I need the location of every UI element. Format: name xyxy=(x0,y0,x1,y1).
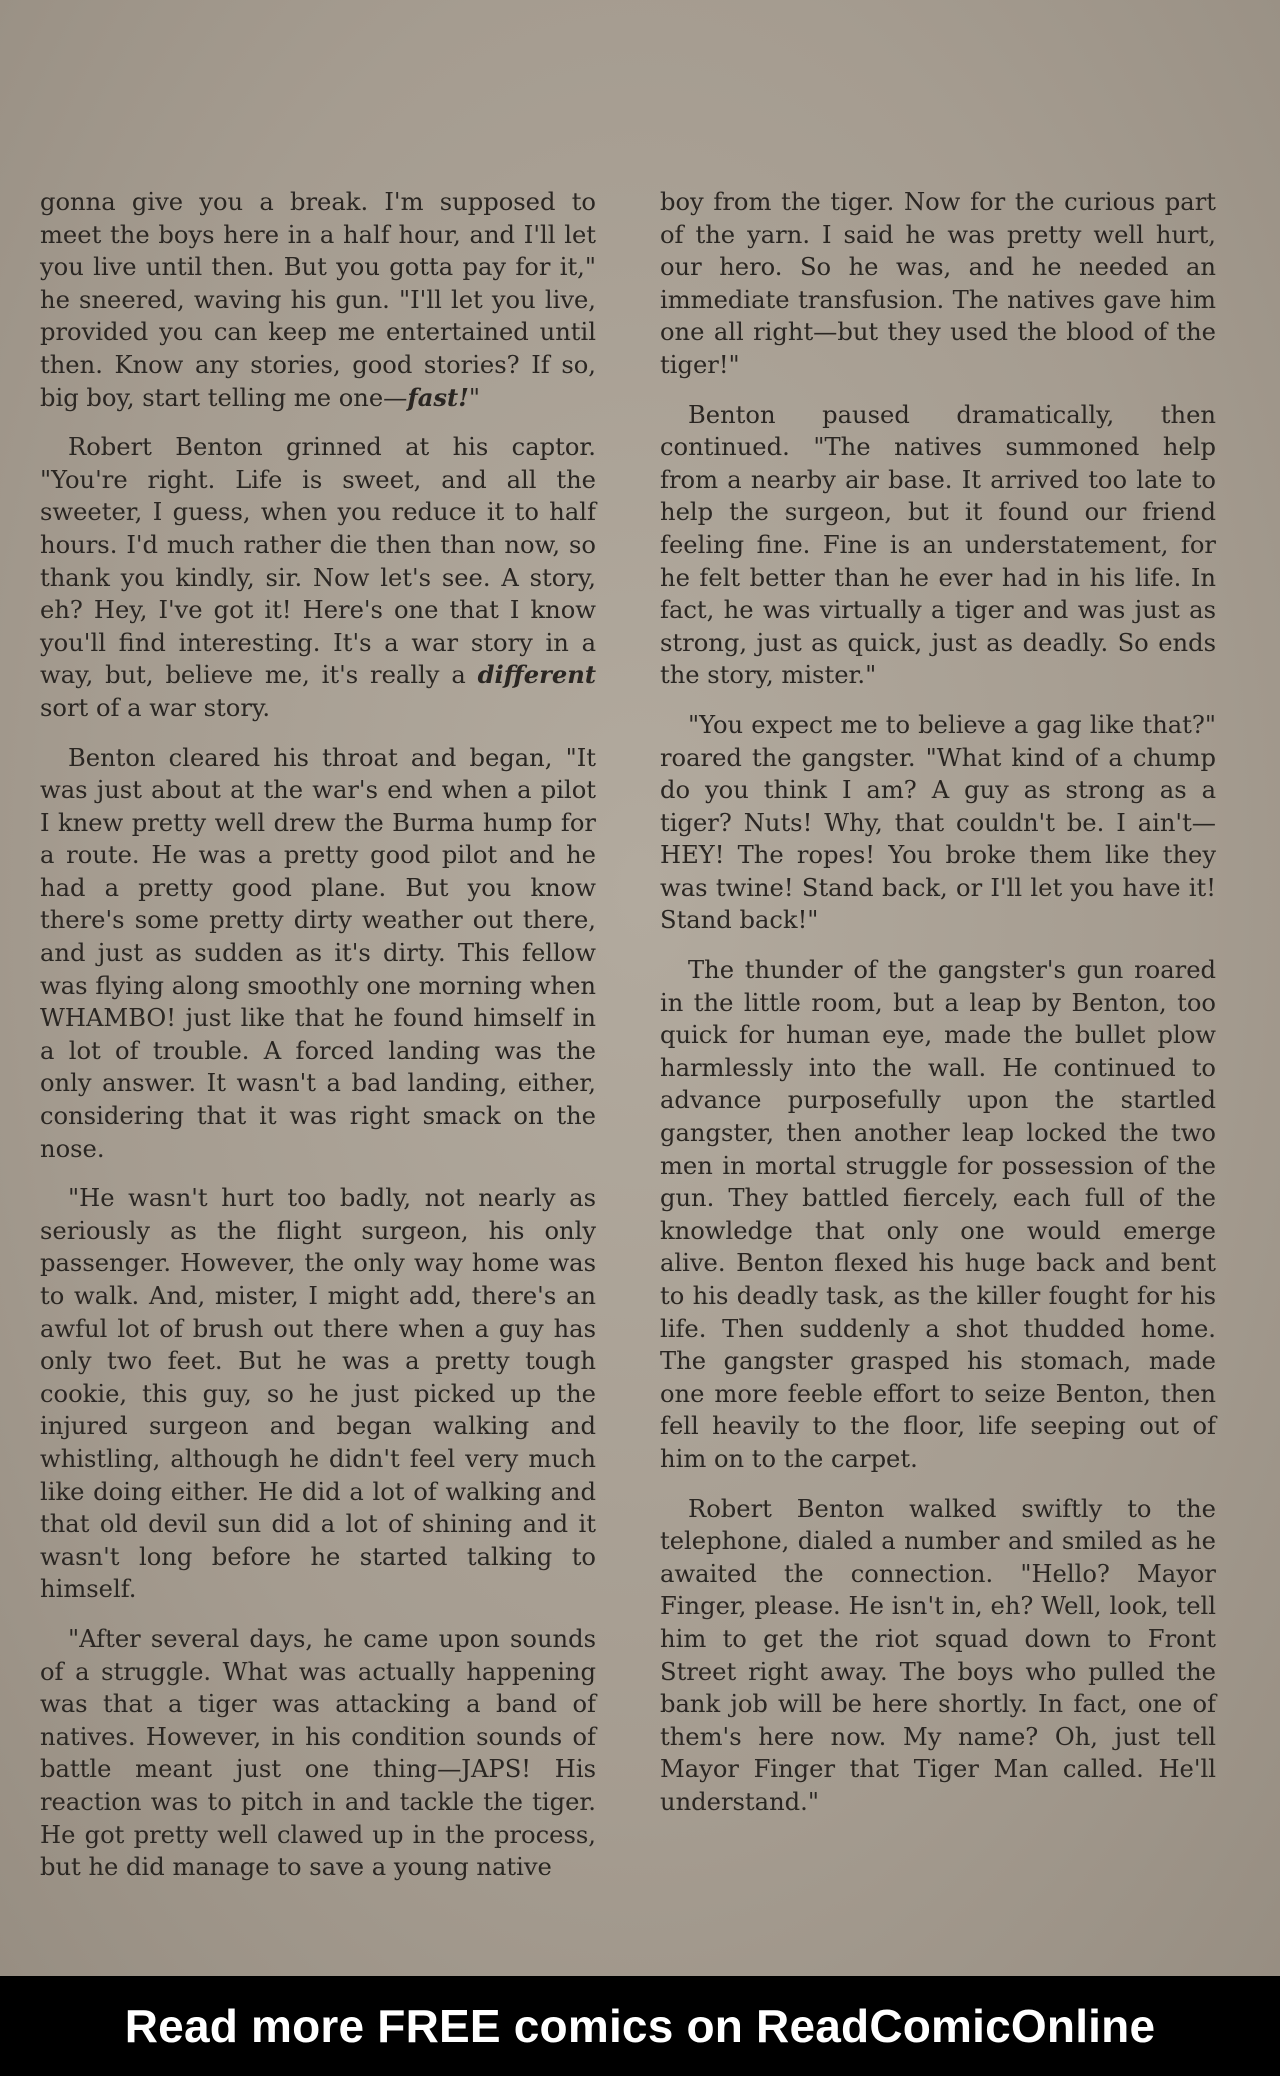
paragraph: "You expect me to believe a gag like that?" roared the gangster. "What kind of a chump do you think I am? A guy as strong as a tiger? Nuts! Why, that couldn't be. I ain't—HEY! The ropes! You broke them like they was twine! Stand back, or I'll let you have it! Stand back!" xyxy=(660,710,1216,935)
paragraph: Robert Benton walked swiftly to the telephone, dialed a number and smiled as he awaited the connection. "Hello? Mayor Finger, please. He isn't in, eh? Well, look, tell him to get the riot squad down to Front Street right away. The boys who pulled the bank job will be here shortly. In fact, one of them's here now. My name? Oh, just tell Mayor Finger that Tiger Man called. He'll understand." xyxy=(660,1494,1216,1816)
left-text-column xyxy=(40,186,596,1901)
emphasis: fast! xyxy=(407,382,469,412)
emphasis: different xyxy=(477,660,596,690)
paragraph: Benton paused dramatically, then continued. "The natives summoned help from a nearby air base. It arrived too late to help the surgeon, but it found our friend feeling fine. Fine is an understatement, for he felt better than he ever had in his life. In fact, he was virtually a tiger and was just as strong, just as quick, just as deadly. So ends the story, mister." xyxy=(660,400,1216,690)
right-text-column xyxy=(660,186,1216,1836)
paragraph: Benton cleared his throat and began, "It was just about at the war's end when a pilot I knew pretty well drew the Burma hump for a route. He was a pretty good pilot and he had a pretty good plane. But you know there's some pretty dirty weather out there, and just as sudden as it's dirty. This fellow was flying along smoothly one morning when WHAMBO! just like that he found himself in a lot of trouble. A forced landing was the only answer. It wasn't a bad landing, either, considering that it was right smack on the nose. xyxy=(40,743,596,1163)
paragraph: The thunder of the gangster's gun roared in the little room, but a leap by Benton, too quick for human eye, made the bullet plow harmlessly into the wall. He continued to advance purposefully upon the startled gangster, then another leap locked the two men in mortal struggle for possession of the gun. They battled fiercely, each full of the knowledge that only one would emerge alive. Benton flexed his huge back and bent to his deadly task, as the killer fought for his life. Then suddenly a shot thudded home. The gangster grasped his stomach, made one more feeble effort to seize Benton, then fell heavily to the floor, life seeping out of him on to the carpet. xyxy=(660,956,1216,1473)
paragraph: boy from the tiger. Now for the curious part of the yarn. I said he was pretty well hurt, our hero. So he was, and he needed an immediate transfusion. The natives gave him one all right—but they used the blood of the tiger!" xyxy=(660,188,1216,379)
paragraph: Robert Benton grinned at his captor. "You're right. Life is sweet, and all the sweeter, I guess, when you reduce it to half hours. I'd much rather die then than now, so thank you kindly, sir. Now let's see. A story, eh? Hey, I've got it! Here's one that I know you'll find interesting. It's a war story in a way, but, believe me, it's really a different sort of a war story. xyxy=(40,433,596,722)
promo-banner[interactable]: Read more FREE comics on ReadComicOnline xyxy=(0,1976,1280,2076)
paragraph: "After several days, he came upon sounds of a struggle. What was actually happening was that a tiger was attacking a band of natives. However, in his condition sounds of battle meant just one thing—JAPS! His reaction was to pitch in and tackle the tiger. He got pretty well clawed up in the process, but he did manage to save a young native xyxy=(40,1624,596,1882)
paragraph: "He wasn't hurt too badly, not nearly as seriously as the flight surgeon, his only passenger. However, the only way home was to walk. And, mister, I might add, there's an awful lot of brush out there when a guy has only two feet. But he was a pretty tough cookie, this guy, so he just picked up the injured surgeon and began walking and whistling, although he didn't feel very much like doing either. He did a lot of walking and that old devil sun did a lot of shining and it wasn't long before he started talking to himself. xyxy=(40,1184,596,1604)
paragraph: gonna give you a break. I'm supposed to meet the boys here in a half hour, and I'll let you live until then. But you gotta pay for it," he sneered, waving his gun. "I'll let you live, provided you can keep me entertained until then. Know any stories, good stories? If so, big boy, start telling me one—fast!" xyxy=(40,188,596,412)
